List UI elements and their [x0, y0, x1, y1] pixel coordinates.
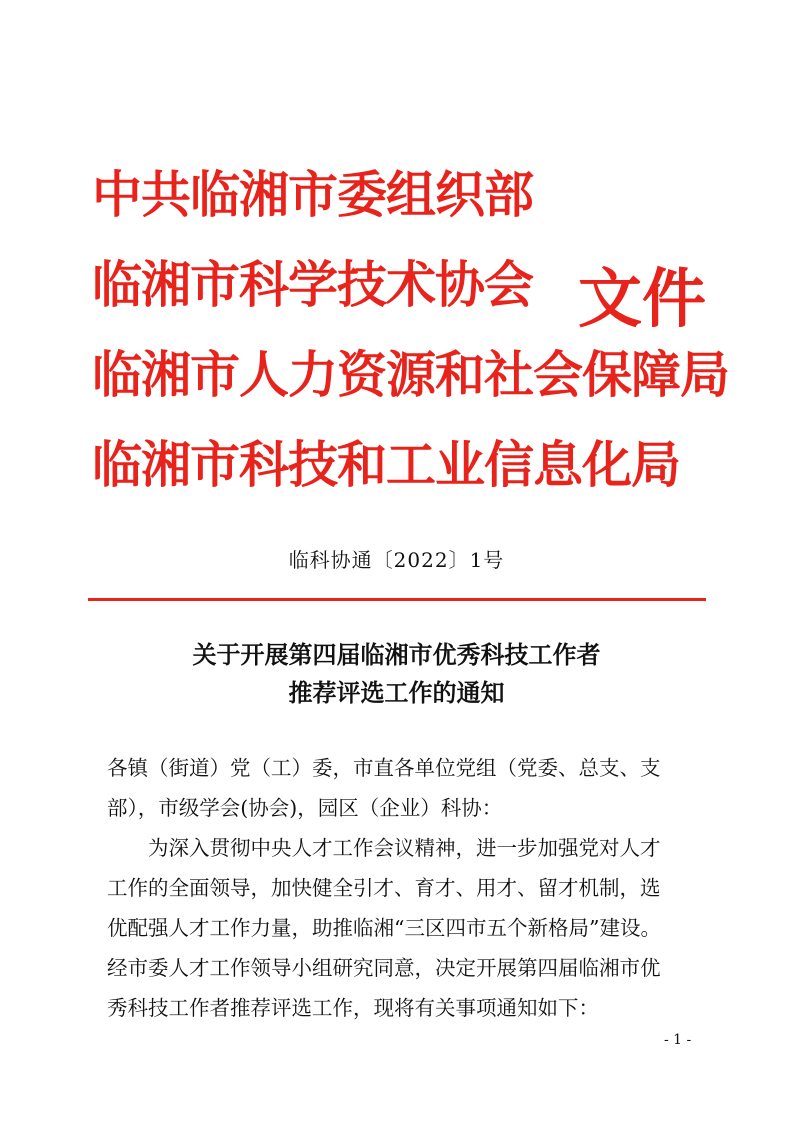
title-line: 推荐评选工作的通知 [288, 678, 505, 707]
document-number: 临科协通〔2022〕1号 [288, 548, 505, 572]
body-line: 优配强人才工作力量，助推临湘“三区四市五个新格局”建设。 [107, 916, 661, 940]
body-line: 部），市级学会(协会)，园区（企业）科协： [107, 796, 503, 820]
issuer-name: 临湘市科技和工业信息化局 [92, 436, 680, 494]
title-line: 关于开展第四届临湘市优秀科技工作者 [192, 640, 601, 669]
red-divider [88, 598, 706, 601]
body-line: 为深入贯彻中央人才工作会议精神，进一步加强党对人才 [148, 836, 661, 860]
body-line: 工作的全面领导，加快健全引才、育才、用才、留才机制，选 [107, 876, 661, 900]
body-line: 经市委人才工作领导小组研究同意，决定开展第四届临湘市优 [107, 956, 661, 980]
page-number: - 1 - [664, 1032, 692, 1048]
document-type-label: 文件 [578, 263, 706, 337]
body-line: 秀科技工作者推荐评选工作，现将有关事项通知如下： [107, 996, 599, 1020]
body-line: 各镇（街道）党（工）委，市直各单位党组（党委、总支、支 [107, 756, 661, 780]
issuer-name: 临湘市科学技术协会 [92, 256, 533, 314]
notice-title [0, 636, 793, 712]
notice-body [107, 748, 687, 1028]
issuer-name: 临湘市人力资源和社会保障局 [92, 346, 729, 404]
issuer-name: 中共临湘市委组织部 [92, 166, 533, 224]
